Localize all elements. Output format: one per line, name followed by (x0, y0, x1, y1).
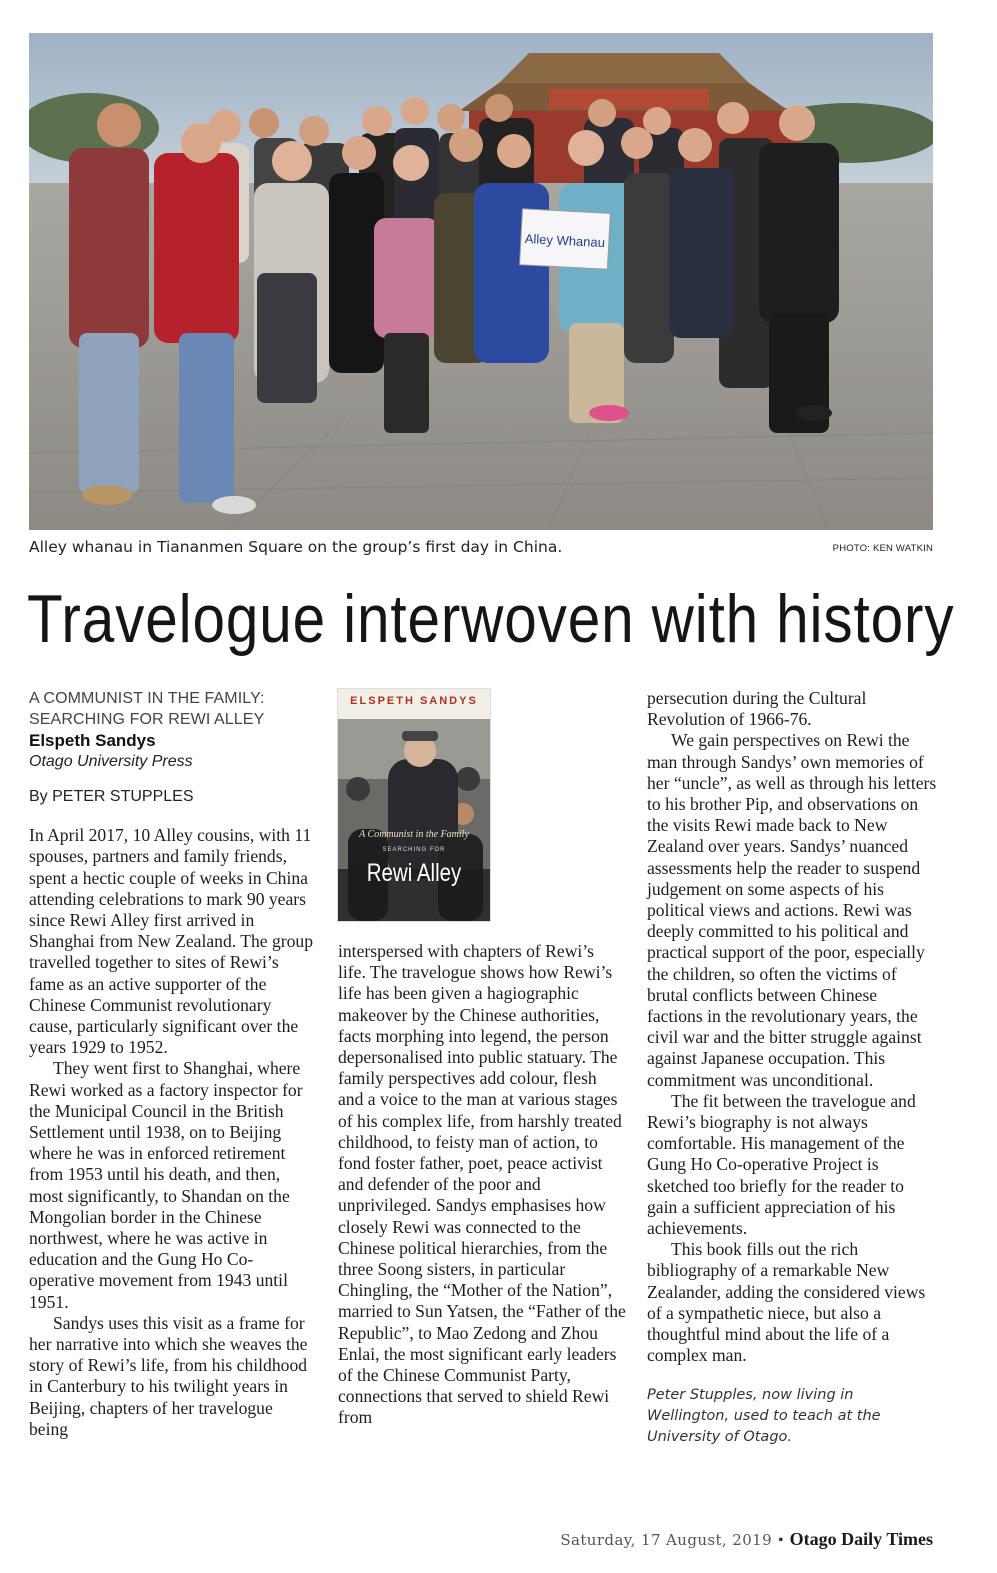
column-2 (338, 941, 626, 1429)
book-title-line-1: A COMMUNIST IN THE FAMILY: (29, 690, 265, 707)
cover-subtitle: SEARCHING FOR (382, 847, 446, 853)
book-info (29, 688, 314, 772)
author-signoff: Peter Stupples, now living in Wellington, used to teach at the University of Otago. (647, 1386, 881, 1445)
photo-credit: PHOTO: KEN WATKIN (832, 543, 933, 554)
book-cover (338, 689, 490, 921)
book-author: Elspeth Sandys (29, 731, 156, 750)
page-footer (560, 1529, 933, 1555)
column-1-body (29, 825, 314, 1440)
paragraph: Sandys uses this visit as a frame for her narrative into which she weaves the story of Rewi’s life, from his childhood in Canterbury to his twilight years in Beijing, chapters of her travelogue being (29, 1312, 308, 1439)
cover-title: A Communist in the Family (359, 829, 469, 840)
book-publisher: Otago University Press (29, 753, 193, 770)
paragraph: We gain perspectives on Rewi the man through Sandys’ own memories of her “uncle”, as well as through his letters to his brother Pip, and observations on the visits Rewi made back to New Zealand over years. Sandys’ nuanced assessments help the reader to suspend judgement on some aspects of his political views and actions. Rewi was deeply committed to his political and practical support of the poor, especially the children, so often the victims of brutal conflicts between Chinese factions in the revolutionary years, the civil war and the bitter struggle against against Japanese occupation. This commitment was unconditional. (647, 730, 937, 1090)
group-photo-illustration (29, 33, 933, 530)
paragraph: The fit between the travelogue and Rewi’s biography is not always comfortable. His management of the Gung Ho Co-operative Project is sketched too briefly for the reader to gain a sufficient appreciation of his achievements. (647, 1090, 916, 1239)
paragraph: This book fills out the rich bibliography of a remarkable New Zealander, adding the considered views of a sympathetic niece, but also a thoughtful mind about the life of a complex man. (647, 1239, 926, 1366)
column-3 (647, 688, 937, 1448)
group-photo (29, 33, 933, 530)
cover-photo (338, 719, 490, 921)
column-1 (29, 688, 314, 1440)
footer-paper-name: Otago Daily Times (789, 1529, 933, 1549)
sign-text: Alley Whanau (524, 230, 606, 251)
paragraph: They went first to Shanghai, where Rewi worked as a factory inspector for the Municipal Council in the British Settlement until 1938, on to Beijing where he was in enforced retirement from 1953 until his death, and then, most significantly, to Shandan on the Mongolian border in the Chinese northwest, where he was active in education and the Gung Ho Co-operative movement from 1943 until 1951. (29, 1058, 303, 1312)
footer-date: Saturday, 17 August, 2019 (560, 1531, 773, 1549)
paragraph: persecution during the Cultural Revolution of 1966-76. (647, 688, 867, 730)
footer-separator: • (778, 1532, 784, 1549)
paragraph: In April 2017, 10 Alley cousins, with 11 spouses, partners and family friends, spent a hectic couple of weeks in China attending celebrations to mark 90 years since Rewi Alley first arrived in Shanghai from New Zealand. The group travelled together to sites of Rewi’s fame as an active supporter of the Chinese Communist revolutionary cause, particularly significant over the years 1929 to 1952. (29, 825, 314, 1058)
paragraph: interspersed with chapters of Rewi’s life. The travelogue shows how Rewi’s life has been given a hagiographic makeover by the Chinese authorities, facts morphing into legend, the person depersonalised into public statuary. The family perspectives add colour, flesh and a voice to the man at various stages of his complex life, from harshly treated childhood, to feisty man of action, to fond foster father, poet, peace activist and defender of the poor and unprivileged. Sandys emphasises how closely Rewi was connected to the Chinese political hierarchies, from the three Soong sisters, in particular Chingling, the “Mother of the Nation”, married to Sun Yatsen, the “Father of the Republic”, to Mao Zedong and Zhou Enlai, the most significant early leaders of the Chinese Communist Party, connections that served to shield Rewi from (338, 941, 626, 1428)
cover-name: Rewi Alley (366, 859, 462, 887)
cover-author: ELSPETH SANDYS (350, 695, 478, 707)
byline: By PETER STUPPLES (29, 788, 194, 805)
caption-text: Alley whanau in Tiananmen Square on the group’s first day in China. (29, 538, 563, 556)
book-title-line-2: SEARCHING FOR REWI ALLEY (29, 711, 265, 728)
photo-caption (29, 538, 933, 560)
headline: Travelogue interwoven with history (27, 581, 955, 657)
